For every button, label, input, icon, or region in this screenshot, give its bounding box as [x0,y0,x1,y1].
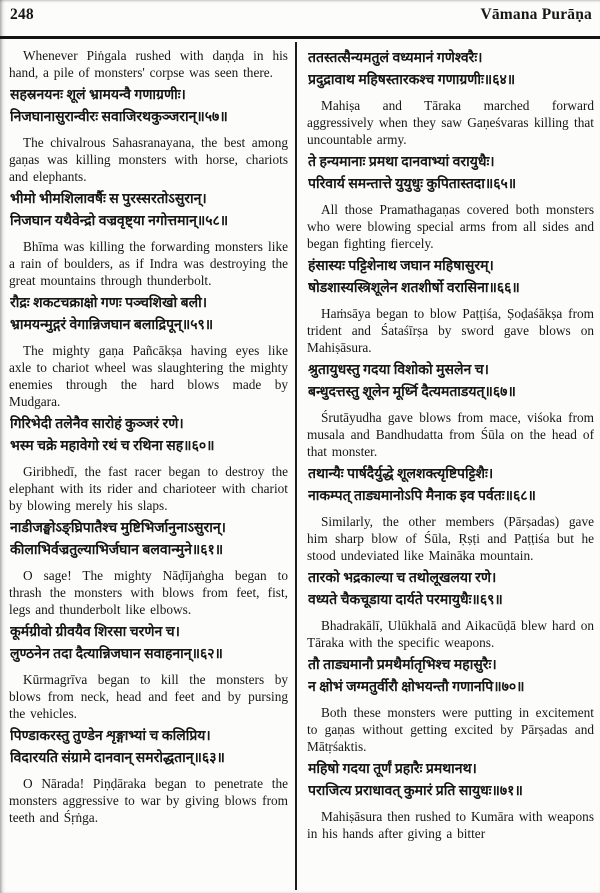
prose-paragraph: Śrutāyudha gave blows from mace, viśoka from musala and Bandhudatta from Śūla on the head of that monster. [307,410,594,459]
sanskrit-verse-line: तौ ताड्यमानौ प्रमथैर्मातृभिश्च महासुरैः। [308,658,497,673]
prose-paragraph: All those Pramathagaṇas covered both monsters who were blowing special arms from all sides and began fighting fiercely. [307,202,594,251]
sanskrit-verse [9,727,288,769]
page-header [0,0,600,28]
prose-paragraph: Whenever Piṅgala rushed with daṇḍa in his hand, a pile of monsters' corpse was seen there. [9,48,288,80]
text-columns [0,39,600,890]
sanskrit-verse-line: निजघानासुरान्वीरः सवाजिरथकुञ्जरान्॥५७॥ [10,110,228,125]
book-title: Vāmana Purāṇa [480,6,592,23]
sanskrit-verse-line: सहस्रनयनः शूलं भ्रामयन्वै गणाग्रणीः। [10,88,186,103]
sanskrit-verse [307,153,594,195]
sanskrit-verse [307,656,594,698]
prose-paragraph: Kūrmagrīva began to kill the monsters by blows from neck, head and feet and by pursing the vehicles. [9,672,288,721]
sanskrit-verse-line: न क्षोभं जग्मतुर्वीरौ क्षोभयन्तौ गणानपि॥७०॥ [308,680,525,695]
sanskrit-verse-line: परिवार्य समन्तात्ते युयुधुः कुपितास्तदा॥६५॥ [308,177,517,192]
prose-paragraph: The mighty gaṇa Pañcākṣa having eyes like axle to chariot wheel was slaughtering the mighty enemies through the hard blows made by Mudgara. [9,343,288,409]
sanskrit-verse-line: पिण्डाकरस्तु तुण्डेन शृङ्गाभ्यां च कलिप्रिय। [10,729,211,744]
sanskrit-verse [9,415,288,457]
sanskrit-verse-line: कूर्मग्रीवो ग्रीवयैव शिरसा चरणेन च। [10,625,180,640]
sanskrit-verse [307,569,594,611]
right-column [297,42,600,890]
sanskrit-verse-line: लुण्ठनेन तदा दैत्यान्निजघान सवाहनान्॥६२॥ [10,647,223,662]
sanskrit-verse [307,49,594,91]
sanskrit-verse-line: भ्रामयन्मुद्गरं वेगान्निजघान बलाद्रिपून्॥५९॥ [10,318,214,333]
sanskrit-verse-line: ते हन्यमानाः प्रमथा दानवाभ्यां वरायुधैः। [308,155,495,170]
sanskrit-verse-line: ततस्तत्सैन्यमतुलं वध्यमानं गणेश्वरैः। [308,51,483,66]
sanskrit-verse [9,190,288,232]
sanskrit-verse-line: विदारयति संग्रामे दानवान् समरोद्धतान्॥६३॥ [10,751,225,766]
sanskrit-verse-line: महिषो गदया तूर्णं प्रहारैः प्रमथानथ। [308,762,477,777]
prose-paragraph: Both these monsters were putting in excitement to gaṇas without getting excited by Pārṣadas and Mātṛśaktis. [307,705,594,754]
sanskrit-verse-line: वध्यते चैकचूडाया दार्यते परमायुधैः॥६९॥ [308,593,503,608]
sanskrit-verse-line: तथान्यैः पार्षदैर्युद्धे शूलशक्त्यृष्टिपट्टिशैः। [308,467,494,482]
sanskrit-verse-line: नाडीजङ्घोऽङ्घ्रिपातैश्च मुष्टिभिर्जानुनाऽसुरान्। [10,521,226,536]
sanskrit-verse-line: बन्धुदत्तस्तु शूलेन मूर्ध्नि दैत्यमताडयत्॥६७॥ [308,385,516,400]
prose-paragraph: Bhīma was killing the forwarding monsters like a rain of boulders, as if Indra was destroying the great mountains through thunderbolt. [9,239,288,288]
sanskrit-verse-line: हंसास्यः पट्टिशेनाथ जघान महिषासुरम्। [308,259,494,274]
prose-paragraph: Mahiṣāsura then rushed to Kumāra with weapons in his hands after giving a bitter [307,809,594,841]
sanskrit-verse-line: कीलाभिर्वज्रतुल्याभिर्जघान बलवान्मुने॥६१॥ [10,543,224,558]
sanskrit-verse-line: भस्म चक्रे महावेगो रथं च रथिना सह॥६०॥ [10,439,215,454]
sanskrit-verse-line: गिरिभेदी तलेनैव सारोहं कुञ्जरं रणे। [10,417,184,432]
sanskrit-verse [9,294,288,336]
sanskrit-verse-line: भीमो भीमशिलावर्षैः स पुरस्सरतोऽसुरान्। [10,192,207,207]
sanskrit-verse-line: नाकम्पत् ताड्यमानोऽपि मैनाक इव पर्वतः॥६८॥ [308,489,536,504]
prose-paragraph: Haṁsāya began to blow Paṭṭiśa, Ṣoḍaśākṣa from trident and Śataśīrṣa by sword gave blows on Mahiṣāsura. [307,306,594,355]
sanskrit-verse [307,257,594,299]
sanskrit-verse [307,760,594,802]
prose-paragraph: Giribhedī, the fast racer began to destroy the elephant with its rider and charioteer with chariot by blowing merely his slaps. [9,464,288,513]
sanskrit-verse [307,465,594,507]
sanskrit-verse [307,361,594,403]
sanskrit-verse-line: षोडशास्यस्त्रिशूलेन शतशीर्षो वरासिना॥६६॥ [308,281,520,296]
sanskrit-verse [9,86,288,128]
prose-paragraph: Similarly, the other members (Pārṣadas) gave him sharp blow of Śūla, Ṛṣṭi and Paṭṭiśa but he stood undeviated like Maināka mountain. [307,514,594,563]
left-column [0,42,295,890]
sanskrit-verse-line: तारको भद्रकाल्या च तथोलूखलया रणे। [308,571,497,586]
sanskrit-verse [9,623,288,665]
prose-paragraph: O sage! The mighty Nāḍījaṅgha began to thrash the monsters with blows from feet, fist, legs and thunderbolt like elbows. [9,568,288,617]
prose-paragraph: Bhadrakālī, Ulūkhalā and Aikacūḍā blew hard on Tāraka with the specific weapons. [307,618,594,650]
sanskrit-verse-line: श्रुतायुधस्तु गदया विशोको मुसलेन च। [308,363,489,378]
sanskrit-verse-line: पराजित्य प्रराधावत् कुमारं प्रति सायुधः॥७१॥ [308,784,523,799]
prose-paragraph: Mahiṣa and Tāraka marched forward aggressively when they saw Gaṇeśvaras killing that uncountable army. [307,98,594,147]
sanskrit-verse-line: प्रदुद्रावाथ महिषस्तारकश्च गणाग्रणीः॥६४॥ [308,73,516,88]
page-number: 248 [10,6,34,23]
sanskrit-verse-line: निजघान यथैवेन्द्रो वज्रवृष्ट्या नगोत्तमान्॥५८॥ [10,214,229,229]
sanskrit-verse [9,519,288,561]
prose-paragraph: O Nārada! Piṇḍāraka began to penetrate the monsters aggressive to war by giving blows from teeth and Śṛṅga. [9,776,288,825]
prose-paragraph: The chivalrous Sahasranayana, the best among gaṇas was killing monsters with horse, chariots and elephants. [9,135,288,184]
sanskrit-verse-line: रौद्रः शकटचक्राक्षो गणः पञ्चशिखो बली। [10,296,208,311]
